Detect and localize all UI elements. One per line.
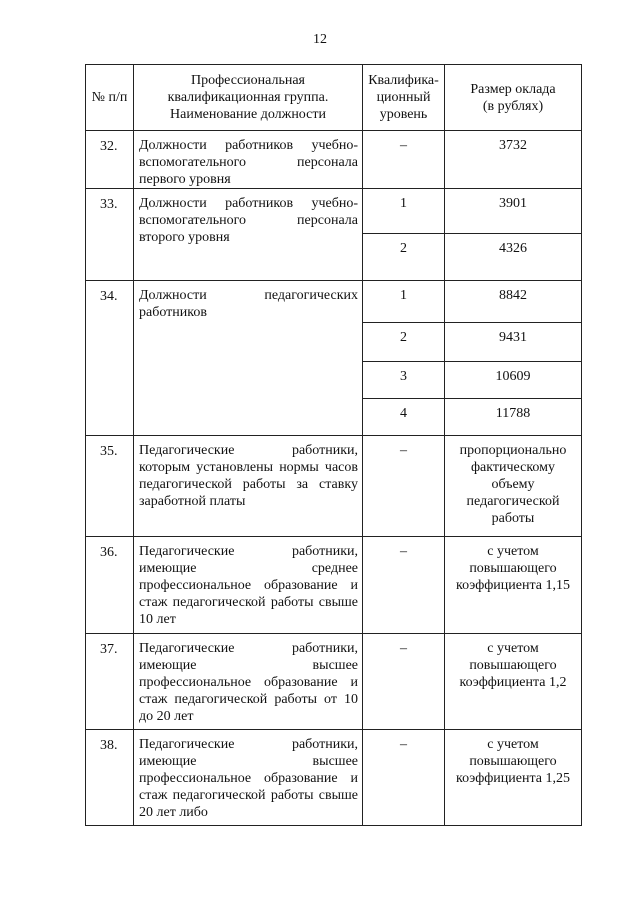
qualification-level: 4 xyxy=(363,399,445,436)
position-name: Педагогические работники, имеющие высшее профессиональное образование и стаж педагогической работы от 10 до 20 лет xyxy=(134,634,363,730)
salary-value: с учетом повышающего коэффициента 1,2 xyxy=(445,634,582,730)
qualification-level: – xyxy=(363,436,445,537)
salary-value: 9431 xyxy=(445,323,582,362)
table-row xyxy=(86,537,582,634)
header-salary: Размер оклада (в рублях) xyxy=(445,65,582,131)
position-name: Педагогические работники, имеющие среднее профессиональное образование и стаж педагогической работы свыше 10 лет xyxy=(134,537,363,634)
table-row xyxy=(86,634,582,730)
salary-value: пропорционально фактическому объему педагогической работы xyxy=(445,436,582,537)
table-header-row xyxy=(86,65,582,131)
row-number: 32. xyxy=(86,131,134,189)
qualification-level: – xyxy=(363,537,445,634)
table-row xyxy=(86,730,582,826)
salary-value: 3901 xyxy=(445,189,582,234)
salary-value: с учетом повышающего коэффициента 1,15 xyxy=(445,537,582,634)
salary-value: 3732 xyxy=(445,131,582,189)
row-number: 38. xyxy=(86,730,134,826)
qualification-level: 1 xyxy=(363,189,445,234)
salary-value: 11788 xyxy=(445,399,582,436)
salary-value: с учетом повышающего коэффициента 1,25 xyxy=(445,730,582,826)
salary-value: 8842 xyxy=(445,281,582,323)
table-row xyxy=(86,436,582,537)
table-row xyxy=(86,189,582,234)
position-name: Должности работников учебно-вспомогательного персонала второго уровня xyxy=(134,189,363,281)
qualification-level: 3 xyxy=(363,362,445,399)
qualification-level: – xyxy=(363,730,445,826)
header-level: Квалифика-ционный уровень xyxy=(363,65,445,131)
position-name: Педагогические работники, имеющие высшее профессиональное образование и стаж педагогической работы свыше 20 лет либо xyxy=(134,730,363,826)
position-name: Должности работников учебно-вспомогательного персонала первого уровня xyxy=(134,131,363,189)
qualification-level: – xyxy=(363,634,445,730)
row-number: 34. xyxy=(86,281,134,436)
qualification-level: – xyxy=(363,131,445,189)
row-number: 35. xyxy=(86,436,134,537)
row-number: 36. xyxy=(86,537,134,634)
page-number: 12 xyxy=(313,32,327,47)
qualification-level: 2 xyxy=(363,234,445,281)
salary-table xyxy=(85,64,582,826)
salary-value: 4326 xyxy=(445,234,582,281)
row-number: 33. xyxy=(86,189,134,281)
table-row xyxy=(86,281,582,323)
row-number: 37. xyxy=(86,634,134,730)
position-name: Педагогические работники, которым установлены нормы часов педагогической работы за ставку заработной платы xyxy=(134,436,363,537)
salary-value: 10609 xyxy=(445,362,582,399)
qualification-level: 2 xyxy=(363,323,445,362)
header-position: Профессиональная квалификационная группа. Наименование должности xyxy=(134,65,363,131)
qualification-level: 1 xyxy=(363,281,445,323)
position-name: Должности педагогических работников xyxy=(134,281,363,436)
header-num: № п/п xyxy=(86,65,134,131)
table-row xyxy=(86,131,582,189)
